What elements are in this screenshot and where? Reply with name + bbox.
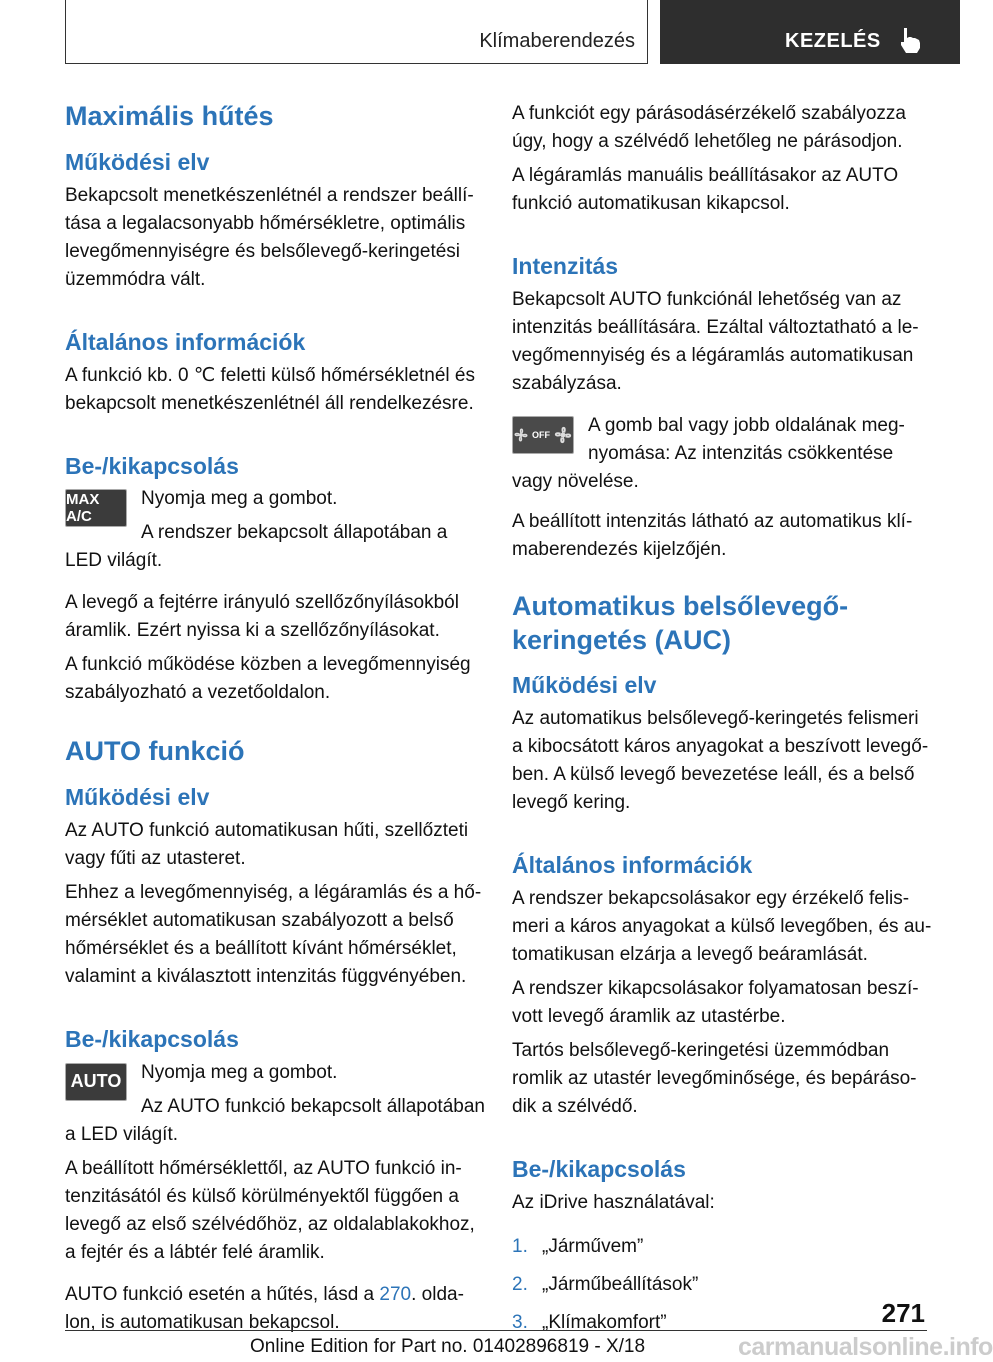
paragraph: A beállított hőmérséklettől, az AUTO funkció intenzitásától és külső körülményektől függően a levegő az első szélvédőhöz, az oldalablakokhoz, a fejtér és a lábtér felé áramlik. [65,1157,475,1263]
button-row-maxac [65,485,485,575]
left-column [65,100,485,1343]
paragraph: Az iDrive használatával: [512,1192,715,1214]
paragraph: Bekapcsolt AUTO funkciónál lehetőség van az intenzitás beállítására. Ezáltal változtatható a levegőmennyiség és a légáramlás automatikusan szabályzása. [512,288,919,394]
button-row-fan [512,412,932,496]
fan-large-icon [553,425,573,445]
step-text: „Járművem” [542,1236,644,1258]
paragraph: A funkció működése közben a levegőmennyiség szabályozható a vezetőoldalon. [65,654,471,704]
paragraph: A rendszer bekapcsolt állapotában a LED világít. [65,522,448,572]
paragraph: A funkció kb. 0 ℃ feletti külső hőmérsékletnél és bekapcsolt menetkészenlétnél áll rendelkezésre. [65,364,475,414]
fan-intensity-button-icon [512,416,574,454]
heading-auto-function: AUTO funkció [65,736,245,767]
heading-principle-2: Működési elv [65,784,210,811]
paragraph: Ehhez a levegőmennyiség, a légáramlás és a hőmérséklet automatikusan szabályozott a belső hőmérséklet és a beállított kívánt hőmérséklet, valamint a kiválasztott intenzitás függvényében. [65,882,482,988]
step-number: 1. [512,1236,528,1258]
step-number: 2. [512,1274,528,1296]
heading-onoff-2: Be-/kikapcsolás [65,1026,239,1053]
paragraph: A rendszer kikapcsolásakor folyamatosan beszívott levegő áramlik az utastérbe. [512,978,919,1028]
heading-principle-3: Működési elv [512,672,657,699]
hand-pointer-icon [898,26,924,54]
paragraph: Bekapcsolt menetkészenlétnél a rendszer beállítása a legalacsonyabb hőmérsékletre, optimális levegőmennyiségre és belsőlevegő-keringetési üzemmódra vált. [65,184,474,290]
paragraph: Tartós belsőlevegő-keringetési üzemmódban romlik az utastér levegőminősége, és bepárásodik a szélvédő. [512,1040,917,1118]
off-label: OFF [532,429,550,440]
header-section-box [65,0,648,64]
edition-text: Online Edition for Part no. 01402896819 - X/18 [250,1336,646,1357]
right-column [512,100,932,1347]
paragraph: A rendszer bekapcsolásakor egy érzékelő felismeri a káros anyagokat a külső levegőben, és automatikusan elzárja a levegő beáramlását. [512,888,932,966]
paragraph: Az AUTO funkció automatikusan hűti, szellőzteti vagy fűti az utasteret. [65,820,469,870]
auto-button-icon: AUTO [65,1063,127,1101]
heading-intensity: Intenzitás [512,253,619,279]
footer-divider [65,1330,927,1331]
list-item [512,1271,932,1299]
heading-onoff-3: Be-/kikapcsolás [512,1156,686,1183]
text: . oldalon, is automatikusan bekapcsol. [65,1283,464,1333]
heading-onoff-1: Be-/kikapcsolás [65,452,239,479]
paragraph-with-ref [65,1281,485,1337]
paragraph: A gomb bal vagy jobb oldalának megnyomása: Az intenzitás csökkentése vagy növelése. [512,414,905,492]
paragraph: A beállított intenzitás látható az automatikus klímaberendezés kijelzőjén. [512,510,913,560]
button-row-auto [65,1059,485,1149]
heading-general-info-2: Általános információk [512,852,753,879]
step-number: 3. [512,1312,528,1334]
paragraph: A légáramlás manuális beállításakor az AUTO funkció automatikusan kikapcsol. [512,165,899,214]
fan-small-icon [513,427,529,443]
header-section-title: Klímaberendezés [479,30,635,52]
page-header [0,0,960,66]
steps-list [512,1233,932,1337]
paragraph: A funkciót egy párásodásérzékelő szabályozza úgy, hogy a szélvédő lehetőleg ne párásodjon. [512,103,906,152]
page-reference-link[interactable]: 270 [379,1283,412,1305]
header-tab [660,0,960,64]
paragraph: Az AUTO funkció bekapcsolt állapotában a LED világít. [65,1095,485,1145]
watermark: carmanualsonline.info [738,1333,993,1361]
paragraph: Az automatikus belsőlevegő-keringetés felismeri a kibocsátott káros anyagokat a beszívott levegőben. A külső levegő bevezetése leáll, és a belső levegő kering. [512,708,929,814]
heading-auc: Automatikus belsőlevegő-keringetés (AUC) [512,590,849,655]
step-text: „Klímakomfort” [542,1312,667,1334]
header-tab-label: KEZELÉS [785,30,881,52]
heading-general-info-1: Általános információk [65,328,306,355]
page-footer [0,1333,993,1362]
list-item [512,1233,932,1261]
paragraph: Nyomja meg a gombot. [141,1061,338,1083]
page-number: 271 [881,1298,925,1328]
step-text: „Járműbeállítások” [542,1274,699,1296]
paragraph: A levegő a fejtérre irányuló szellőzőnyílásokból áramlik. Ezért nyissa ki a szellőzőnyílásokat. [65,592,459,642]
max-ac-button-icon: MAX A/C [65,489,127,527]
paragraph: Nyomja meg a gombot. [141,488,338,510]
text: AUTO funkció esetén a hűtés, lásd a [65,1283,380,1305]
heading-max-cooling: Maximális hűtés [65,101,274,131]
heading-principle-1: Működési elv [65,148,210,175]
